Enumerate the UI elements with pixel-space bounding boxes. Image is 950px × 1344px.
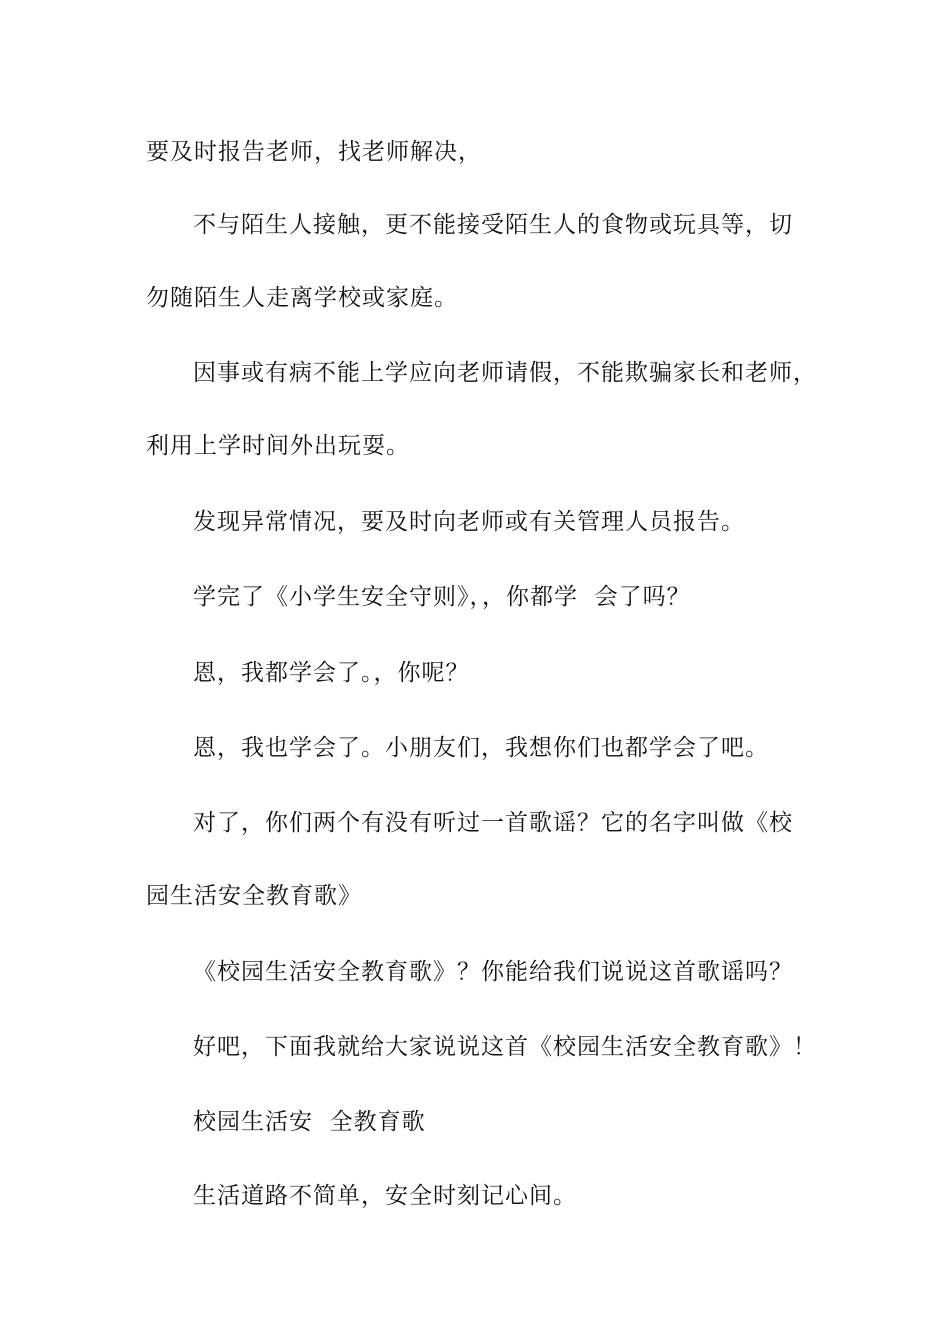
text-line: 生活道路不简单，安全时刻记心间。: [193, 1183, 577, 1209]
text-line: 好吧，下面我就给大家说说这首《校园生活安全教育歌》！: [193, 1034, 817, 1060]
text-line: 园生活安全教育歌》: [146, 883, 362, 909]
text-line: 对了，你们两个有没有听过一首歌谣？它的名字叫做《校: [193, 810, 793, 836]
text-line: 恩，我都学会了。，你呢？: [193, 660, 470, 686]
text-line: 利用上学时间外出玩耍。: [146, 433, 410, 459]
text-line: 《校园生活安全教育歌》？你能给我们说说这首歌谣吗？: [193, 959, 793, 985]
text-line: 因事或有病不能上学应向老师请假，不能欺骗家长和老师，: [193, 360, 817, 386]
text-line: 勿随陌生人走离学校或家庭。: [146, 285, 458, 311]
text-line: 发现异常情况，要及时向老师或有关管理人员报告。: [193, 509, 745, 535]
text-line: 学完了《小学生安全守则》，，你都学 会了吗？: [193, 584, 691, 610]
text-line: 要及时报告老师，找老师解决，: [146, 139, 482, 165]
text-line: 恩，我也学会了。小朋友们，我想你们也都学会了吧。: [193, 735, 769, 761]
text-line: 不与陌生人接触，更不能接受陌生人的食物或玩具等，切: [193, 212, 793, 238]
text-line: 校园生活安 全教育歌: [193, 1109, 426, 1135]
